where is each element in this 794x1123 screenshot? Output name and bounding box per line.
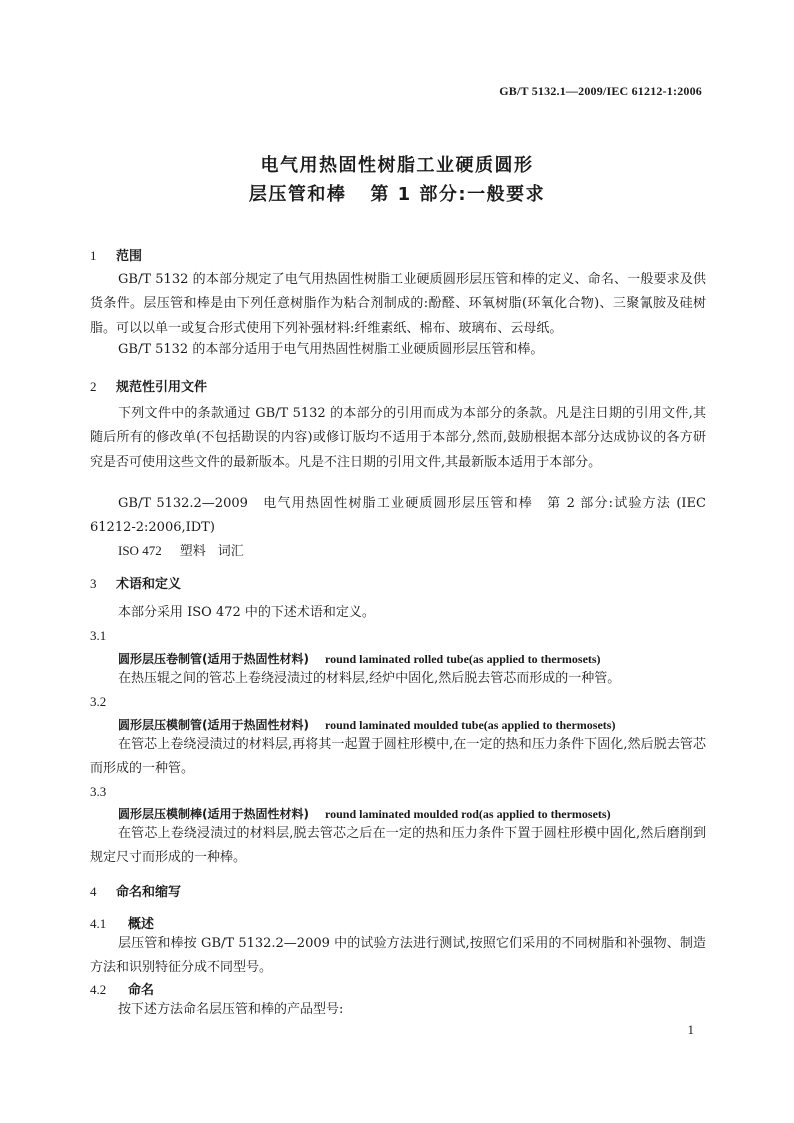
doc-title-line1: 电气用热固性树脂工业硬质圆形 <box>260 155 534 176</box>
section-4-title: 命名和缩写 <box>116 885 182 900</box>
section-1-para-2: GB/T 5132 的本部分适用于电气用热固性树脂工业硬质圆形层压管和棒。 <box>118 342 544 357</box>
clause-3-1-number: 3.1 <box>90 628 107 643</box>
term-3-1 <box>118 650 601 667</box>
section-1-para-1: GB/T 5132 的本部分规定了电气用热固性树脂工业硬质圆形层压管和棒的定义、命名、一般要求及供货条件。层压管和棒是由下列任意树脂作为粘合剂制成的:酚醛、环氧树脂(环氧化合物)、三聚氰胺及硅树脂。可以以单一或复合形式使用下列补强材料:纤维素纸、棉布、玻璃布、云母纸。 <box>90 272 706 336</box>
section-4-heading <box>90 881 181 900</box>
term-3-3-zh: 圆形层压模制棒(适用于热固性材料) <box>118 807 309 821</box>
section-4-1-title: 概述 <box>128 917 155 932</box>
section-2-number: 2 <box>90 379 97 394</box>
section-4-1-number: 4.1 <box>90 916 107 931</box>
term-3-2-en: round laminated moulded tube(as applied to thermosets) <box>324 718 616 732</box>
section-4-2-heading <box>90 979 154 998</box>
page-number: 1 <box>687 1022 694 1037</box>
term-3-1-definition: 在热压辊之间的管芯上卷绕浸渍过的材料层,经炉中固化,然后脱去管芯而形成的一种管。 <box>118 671 621 686</box>
standard-header: GB/T 5132.1—2009/IEC 61212-1:2006 <box>499 84 702 98</box>
reference-2 <box>118 540 244 559</box>
term-3-1-zh: 圆形层压卷制管(适用于热固性材料) <box>118 652 309 666</box>
doc-title-line2-a: 层压管和棒 <box>248 184 347 205</box>
section-1-number: 1 <box>90 248 97 263</box>
section-4-1-heading <box>90 913 154 932</box>
section-4-2-number: 4.2 <box>90 982 107 997</box>
section-2-heading <box>90 376 207 395</box>
term-3-2-zh: 圆形层压模制管(适用于热固性材料) <box>118 718 309 732</box>
section-3-title: 术语和定义 <box>116 577 182 592</box>
section-2-title: 规范性引用文件 <box>116 380 208 395</box>
section-4-1-para-1: 层压管和棒按 GB/T 5132.2—2009 中的试验方法进行测试,按照它们采用的不同树脂和补强物、制造方法和识别特征分成不同型号。 <box>90 936 706 976</box>
term-3-3-en: round laminated moulded rod(as applied to thermosets) <box>324 807 611 821</box>
reference-2-term-a: 塑料 <box>179 544 206 559</box>
section-3-para-1: 本部分采用 ISO 472 中的下述术语和定义。 <box>118 605 375 620</box>
term-3-2 <box>118 716 615 733</box>
clause-3-2-number: 3.2 <box>90 694 107 709</box>
term-3-3 <box>118 805 611 822</box>
term-3-3-definition: 在管芯上卷绕浸渍过的材料层,脱去管芯之后在一定的热和压力条件下置于圆柱形模中固化,然后磨削到规定尺寸而形成的一种棒。 <box>90 826 706 866</box>
section-4-number: 4 <box>90 884 97 899</box>
section-1-title: 范围 <box>116 249 143 264</box>
reference-2-term-b: 词汇 <box>217 544 244 559</box>
section-3-heading <box>90 573 181 592</box>
doc-title-line2-b: 第 1 部分:一般要求 <box>370 184 546 205</box>
doc-title-line2 <box>0 180 794 206</box>
reference-2-code: ISO 472 <box>118 543 162 558</box>
section-4-2-title: 命名 <box>128 983 155 998</box>
term-3-1-en: round laminated rolled tube(as applied to thermosets) <box>324 652 601 666</box>
section-2-para-1: 下列文件中的条款通过 GB/T 5132 的本部分的引用而成为本部分的条款。凡是注日期的引用文件,其随后所有的修改单(不包括勘误的内容)或修订版均不适用于本部分,然而,鼓励根据本部分达成协议的各方研究是否可使用这些文件的最新版本。凡是不注日期的引用文件,其最新版本适用于本部分。 <box>90 406 706 470</box>
section-1-heading <box>90 245 142 264</box>
section-4-2-para-1: 按下述方法命名层压管和棒的产品型号: <box>118 1002 344 1017</box>
clause-3-3-number: 3.3 <box>90 784 107 799</box>
reference-1: GB/T 5132.2—2009 电气用热固性树脂工业硬质圆形层压管和棒 第 2 部分:试验方法 (IEC 61212-2:2006,IDT) <box>90 496 706 536</box>
term-3-2-definition: 在管芯上卷绕浸渍过的材料层,再将其一起置于圆柱形模中,在一定的热和压力条件下固化,然后脱去管芯而形成的一种管。 <box>90 737 706 777</box>
section-3-number: 3 <box>90 576 97 591</box>
